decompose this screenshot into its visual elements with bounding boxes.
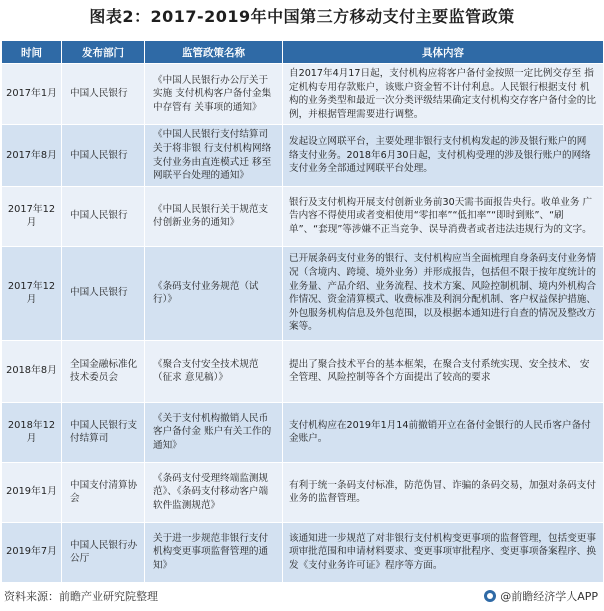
cell-dept: 中国人民银行支付结算司: [62, 402, 145, 462]
cell-dept: 中国支付清算协会: [62, 462, 145, 522]
brand-text: @前瞻经济学人APP: [500, 590, 598, 603]
header-policy-name: 监管政策名称: [145, 41, 283, 64]
cell-dept: 中国人民银行: [62, 125, 145, 186]
cell-time: 2018年12月: [2, 402, 62, 462]
cell-time: 2017年12月: [2, 246, 62, 340]
cell-policy-name: 《中国人民银行支付结算司关于将非银 行支付机构网络支付业务由直连模式迁 移至网联平台处理的通知》: [145, 125, 283, 186]
cell-content: 银行及支付机构开展支付创新业务前30天需书面报告央行。收单业务 广告内容不得使用或者变相使用“零扣率”“低扣率”“即时到账”、“刷单”、“套现”等涉嫌不正当竞争、误导消费者或者违法违规行为的文字。: [283, 186, 604, 246]
table-header-row: [2, 41, 604, 64]
table-row: [2, 462, 604, 522]
cell-policy-name: 《中国人民银行办公厅关于实施 支付机构客户备付金集中存管有 关事项的通知》: [145, 64, 283, 125]
cell-dept: 全国金融标准化技术委员会: [62, 340, 145, 402]
cell-time: 2019年7月: [2, 522, 62, 582]
cell-content: 已开展条码支付业务的银行、支付机构应当全面梳理自身条码支付业务情况（含境内、跨境、境外业务）并形成报告，包括但不限于按年度统计的业务量、产品介绍、业务流程、技术方案、风险控制机制、境内外机构合作情况、资金清算模式、收费标准及利润分配机制、客户权益保护措施、外包服务机构信息及外包范围，以及根据本通知进行自查的情况及整改方案等。: [283, 246, 604, 340]
cell-content: 提出了聚合技术平台的基本框架，在聚合支付系统实现、安全技术、 安全管理、风险控制等各个方面提出了较高的要求: [283, 340, 604, 402]
table-row: [2, 340, 604, 402]
table-row: [2, 64, 604, 125]
cell-policy-name: 《条码支付业务规范（试行）》: [145, 246, 283, 340]
table-row: [2, 246, 604, 340]
cell-content: 有利于统一条码支付标准，防范伪冒、诈骗的条码交易，加强对条码支付业务的监督管理。: [283, 462, 604, 522]
cell-content: 支付机构应在2019年1月14前撤销开立在备付金银行的人民币客户备付金账户。: [283, 402, 604, 462]
cell-dept: 中国人民银行: [62, 246, 145, 340]
source-note: 资料来源：前瞻产业研究院整理: [4, 590, 158, 603]
footer: [0, 585, 604, 607]
cell-dept: 中国人民银行: [62, 64, 145, 125]
policy-table: [1, 40, 604, 583]
cell-content: 该通知进一步规范了对非银行支付机构变更事项的监督管理，包括变更事项审批范围和申请材料要求、变更事项审批程序、变更事项备案程序、换发《支付业务许可证》程序等方面。: [283, 522, 604, 582]
cell-content: 发起设立网联平台，主要处理非银行支付机构发起的涉及银行账户的网 络支付业务。2018年6月30日起，支付机构受理的涉及银行账户的网络 支付业务全部通过网联平台处理。: [283, 125, 604, 186]
cell-policy-name: 《聚合支付安全技术规范（征求 意见稿）》: [145, 340, 283, 402]
cell-time: 2018年8月: [2, 340, 62, 402]
cell-dept: 中国人民银行办公厅: [62, 522, 145, 582]
table-row: [2, 402, 604, 462]
cell-time: 2019年1月: [2, 462, 62, 522]
cell-policy-name: 《中国人民银行关于规范支付创新业务的通知》: [145, 186, 283, 246]
header-dept: 发布部门: [62, 41, 145, 64]
cell-time: 2017年1月: [2, 64, 62, 125]
cell-content: 自2017年4月17日起，支付机构应将客户备付金按照一定比例交存至 指定机构专用存款账户，该账户资金暂不计付利息。人民银行根据支付 机构的业务类型和最近一次分类评级结果确定支付机构交存客户备付金的比例，并根据管理需要进行调整。: [283, 64, 604, 125]
cell-policy-name: 《条码支付受理终端监测规范》、《条码支付移动客户端软件监测规范》: [145, 462, 283, 522]
table-row: [2, 522, 604, 582]
brand-credit: [484, 588, 598, 604]
brand-logo-icon: [484, 590, 496, 602]
table-row: [2, 186, 604, 246]
cell-policy-name: 《关于支付机构撤销人民币客户备付金 账户有关工作的通知》: [145, 402, 283, 462]
header-content: 具体内容: [283, 41, 604, 64]
cell-policy-name: 关于进一步规范非银行支付机构变更事项监督管理的通知》: [145, 522, 283, 582]
cell-dept: 中国人民银行: [62, 186, 145, 246]
table-row: [2, 125, 604, 186]
policy-table-container: [1, 40, 603, 583]
cell-time: 2017年8月: [2, 125, 62, 186]
cell-time: 2017年12月: [2, 186, 62, 246]
chart-title: 图表2：2017-2019年中国第三方移动支付主要监管政策: [89, 7, 515, 26]
header-time: 时间: [2, 41, 62, 64]
